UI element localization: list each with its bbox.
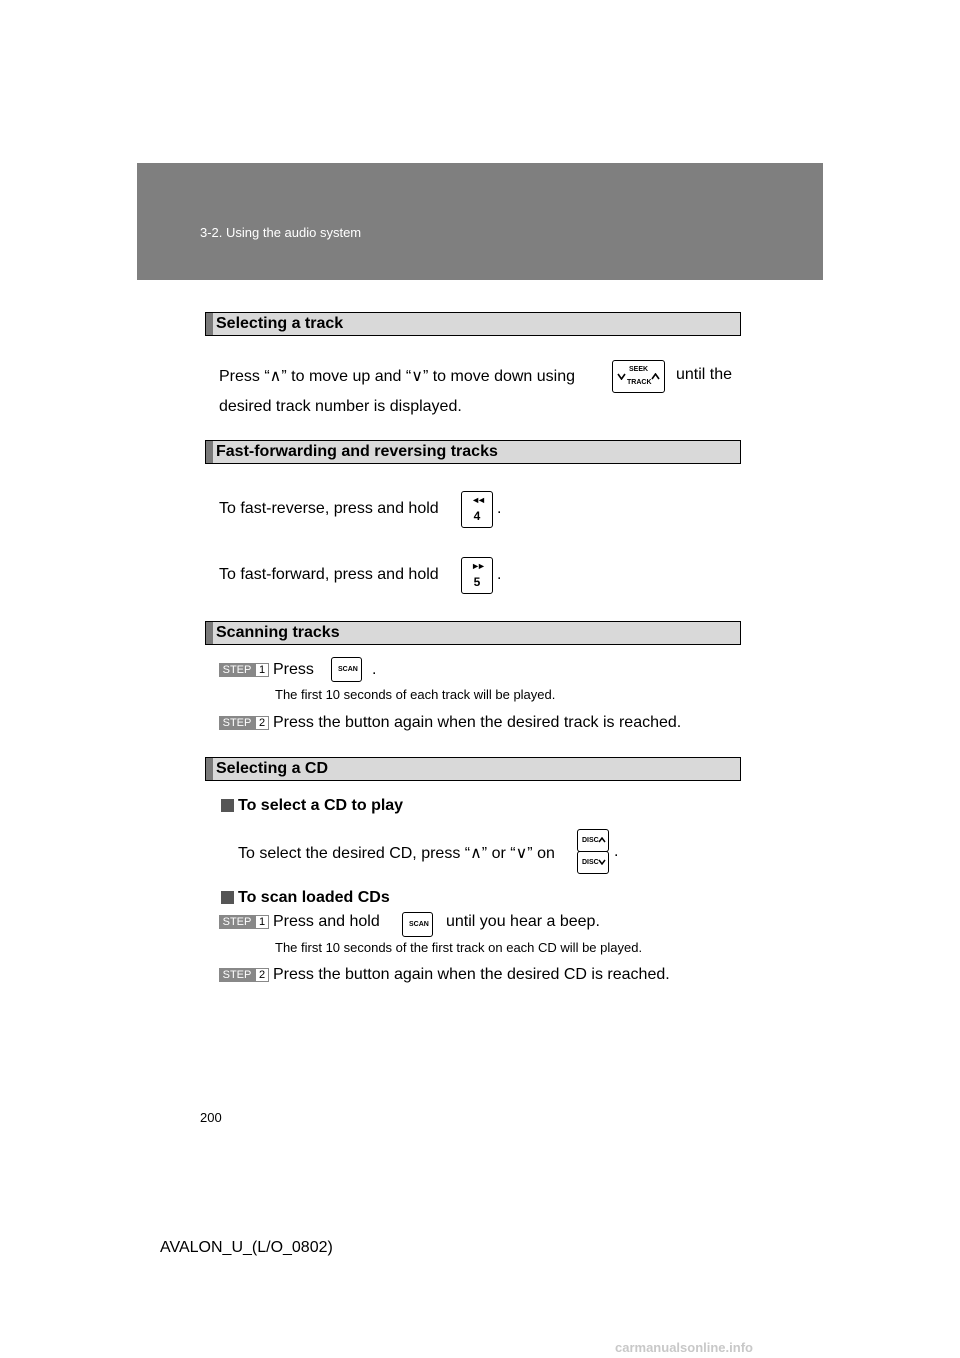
square-bullet-icon — [221, 799, 234, 812]
seek-track-button-icon — [612, 360, 665, 393]
header-band — [137, 163, 823, 280]
chevron-down-icon — [598, 859, 606, 865]
scan-cds-step2-text: Press the button again when the desired CD is reached. — [273, 966, 670, 983]
disc-down-button-icon — [577, 851, 609, 874]
preset-number-5: 5 — [473, 575, 481, 589]
footer-code: AVALON_U_(L/O_0802) — [160, 1239, 333, 1256]
step-number: 2 — [255, 968, 269, 982]
scan-label: SCAN — [409, 921, 429, 928]
section-label: 3-2. Using the audio system — [200, 225, 362, 240]
step-word: STEP — [219, 716, 255, 730]
scan-cds-step1-text: Press and hold — [273, 913, 380, 930]
step-number: 2 — [255, 716, 269, 730]
step-1-badge — [219, 915, 269, 929]
step-number: 1 — [255, 915, 269, 929]
scan-cds-step1-end: until you hear a beep. — [446, 913, 600, 930]
select-cd-text: To select the desired CD, press “∧” or “∨” on — [238, 845, 555, 862]
fast-reverse-text: To fast-reverse, press and hold — [219, 500, 439, 517]
section-title: Fast-forwarding and reversing tracks — [216, 443, 498, 460]
fast-forward-period: . — [497, 566, 502, 583]
chevron-up-icon — [651, 373, 660, 380]
step-word: STEP — [219, 663, 255, 677]
step-number: 1 — [255, 663, 269, 677]
square-bullet-icon — [221, 891, 234, 904]
scan-button-icon — [331, 657, 362, 682]
section-heading-selecting-cd — [205, 757, 741, 781]
section-title: Selecting a CD — [216, 760, 329, 777]
watermark: carmanualsonline.info — [615, 1340, 753, 1355]
scan-label: SCAN — [338, 666, 358, 673]
scan-cds-step1-note: The first 10 seconds of the first track on each CD will be played. — [275, 940, 643, 955]
step-2-badge — [219, 716, 269, 730]
section-heading-scanning-tracks — [205, 621, 741, 645]
rewind-icon: ◄◄ — [471, 495, 483, 505]
chevron-up-icon — [598, 837, 606, 843]
step-1-badge — [219, 663, 269, 677]
scan-step2-text: Press the button again when the desired track is reached. — [273, 714, 682, 731]
preset-number-4: 4 — [473, 509, 481, 523]
select-cd-period: . — [614, 843, 619, 860]
scan-button-icon — [402, 912, 433, 937]
section-title: Scanning tracks — [216, 624, 340, 641]
step-word: STEP — [219, 968, 255, 982]
section-heading-fast-forwarding — [205, 440, 741, 464]
track-label: TRACK — [627, 379, 652, 386]
fast-forward-text: To fast-forward, press and hold — [219, 566, 439, 583]
select-cd-subheading: To select a CD to play — [238, 797, 404, 814]
fast-reverse-period: . — [497, 500, 502, 517]
selecting-track-line1: Press “∧” to move up and “∨” to move down using — [219, 368, 576, 385]
step-word: STEP — [219, 915, 255, 929]
chevron-down-icon — [617, 373, 626, 380]
scan-cds-subheading: To scan loaded CDs — [238, 889, 390, 906]
selecting-track-line1-end: until the — [676, 366, 733, 383]
scan-step1-text: Press — [273, 661, 314, 678]
page-number: 200 — [200, 1110, 222, 1125]
preset-4-button-icon — [461, 491, 493, 528]
disc-down-label: DISC — [582, 859, 599, 866]
section-title: Selecting a track — [216, 315, 344, 332]
seek-label: SEEK — [629, 366, 649, 373]
disc-up-label: DISC — [582, 837, 599, 844]
step-2-badge — [219, 968, 269, 982]
selecting-track-line2: desired track number is displayed. — [219, 398, 462, 415]
scan-step1-period: . — [372, 661, 377, 678]
fast-forward-icon: ►► — [471, 561, 483, 571]
scan-step1-note: The first 10 seconds of each track will be played. — [275, 687, 556, 702]
section-heading-selecting-track — [205, 312, 741, 336]
preset-5-button-icon — [461, 557, 493, 594]
disc-up-button-icon — [577, 829, 609, 852]
